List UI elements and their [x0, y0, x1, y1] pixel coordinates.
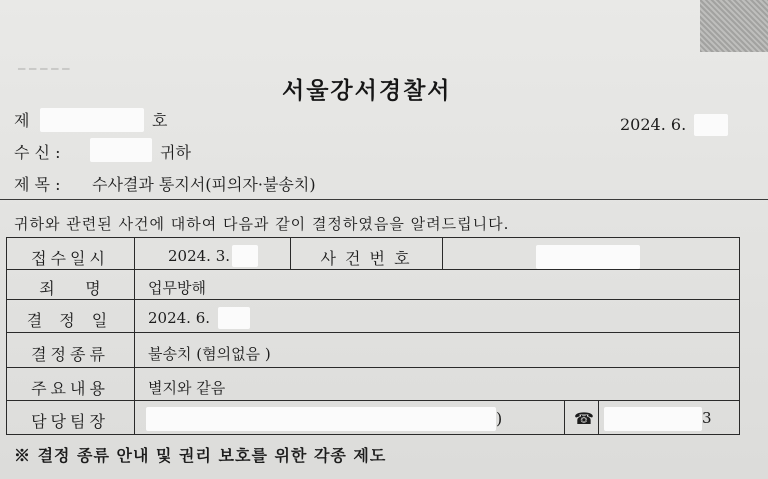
decision-date-value: 2024. 6.: [148, 309, 211, 327]
redacted-document-number: [40, 108, 144, 132]
subject-label: 제 목 :: [14, 175, 61, 194]
charge-label: 죄 명: [39, 279, 101, 298]
subject-text: 수사결과 통지서(피의자·불송치): [92, 175, 316, 194]
document-number-suffix: 호: [152, 111, 168, 130]
redacted-officer-info: [146, 407, 496, 431]
main-content-label: 주요내용: [31, 379, 109, 398]
redacted-date-day: [694, 114, 728, 136]
case-number-label: 사 건 번 호: [320, 249, 412, 268]
header-divider: [0, 199, 768, 200]
notice-text: 귀하와 관련된 사건에 대하여 다음과 같이 결정하였음을 알려드립니다.: [14, 215, 510, 233]
document-title: 서울강서경찰서: [282, 77, 452, 104]
system-guide-heading: ※ 결정 종류 안내 및 권리 보호를 위한 각종 제도: [14, 446, 387, 465]
redacted-phone-number: [604, 407, 702, 431]
decision-date-label: 결 정 일: [26, 311, 114, 330]
redacted-decision-day: [218, 307, 250, 329]
phone-icon: ☎: [574, 409, 594, 428]
officer-label: 담당팀장: [31, 412, 109, 431]
phone-tail: 3: [702, 409, 712, 427]
main-content-value: 별지와 같음: [148, 379, 226, 397]
officer-close-paren: ): [496, 409, 503, 428]
document-date: 2024. 6.: [620, 115, 687, 134]
redacted-case-number: [536, 245, 640, 269]
bleed-through-text: ━ ━ ━ ━ ━: [18, 62, 70, 76]
received-date-label: 접수일시: [31, 249, 109, 268]
document-number-prefix: 제: [14, 111, 30, 130]
recipient-label: 수 신 :: [14, 143, 61, 162]
charge-value: 업무방해: [148, 279, 206, 297]
redacted-recipient-name: [90, 138, 152, 162]
received-date-value: 2024. 3.: [168, 247, 231, 265]
background-texture: [700, 0, 768, 52]
redacted-received-day: [232, 245, 258, 267]
decision-type-value: 불송치 (혐의없음 ): [148, 345, 271, 363]
decision-type-label: 결정종류: [31, 345, 109, 364]
recipient-suffix: 귀하: [160, 143, 191, 162]
